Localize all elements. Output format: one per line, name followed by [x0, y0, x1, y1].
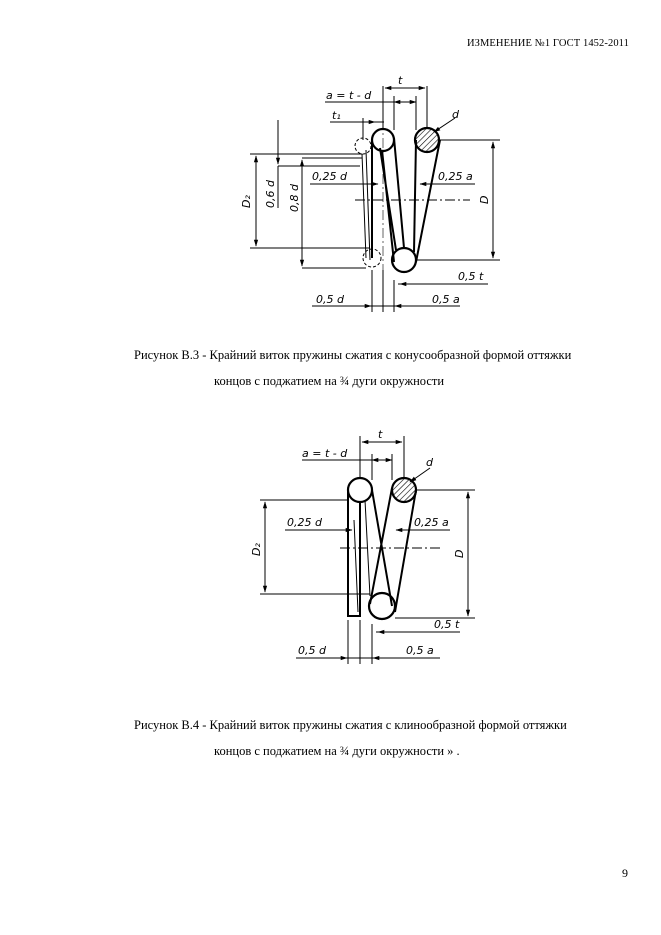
dim-label-05t: 0,5 t — [434, 618, 460, 631]
dim-label-06d: 0,6 d — [264, 180, 277, 208]
dim-label-08d: 0,8 d — [288, 184, 301, 212]
dim-label-d2: D₂ — [250, 543, 263, 556]
dim-label-d: d — [452, 108, 459, 121]
dim-label-t: t — [398, 74, 403, 87]
dim-label-025d: 0,25 d — [312, 170, 347, 183]
figure-b4-caption-line1: Рисунок В.4 - Крайний виток пружины сжатия с клинообразной формой оттяжки — [134, 718, 567, 732]
dim-label-05a: 0,5 a — [432, 293, 460, 306]
figure-b3-caption-line1: Рисунок В.3 - Крайний виток пружины сжатия с конусообразной формой оттяжки — [134, 348, 572, 362]
dim-label-025a: 0,25 a — [438, 170, 473, 183]
dim-label-05a: 0,5 a — [406, 644, 434, 657]
dim-label-d: d — [426, 456, 433, 469]
figure-b3-caption-line2: концов с поджатием на ¾ дуги окружности — [214, 374, 445, 388]
dim-label-t1: t₁ — [332, 109, 341, 122]
dim-label-d2: D₂ — [240, 195, 253, 208]
figure-b4-caption-line2: концов с поджатием на ¾ дуги окружности » . — [214, 744, 460, 758]
dim-label-05t: 0,5 t — [458, 270, 484, 283]
dim-label-05d: 0,5 d — [298, 644, 326, 657]
dim-label-D: D — [478, 195, 491, 204]
dim-label-a-eq: a = t - d — [302, 447, 348, 460]
dim-label-t: t — [378, 428, 383, 441]
figure-b4-drawing — [0, 420, 661, 670]
document-header: ИЗМЕНЕНИЕ №1 ГОСТ 1452-2011 — [466, 38, 629, 49]
figure-b3-drawing — [0, 60, 661, 325]
dim-label-025d: 0,25 d — [287, 516, 322, 529]
dim-label-025a: 0,25 a — [414, 516, 449, 529]
page-number: 9 — [622, 866, 628, 880]
dim-label-D: D — [453, 549, 466, 558]
dim-label-a-eq: a = t - d — [326, 89, 372, 102]
dim-label-05d: 0,5 d — [316, 293, 344, 306]
